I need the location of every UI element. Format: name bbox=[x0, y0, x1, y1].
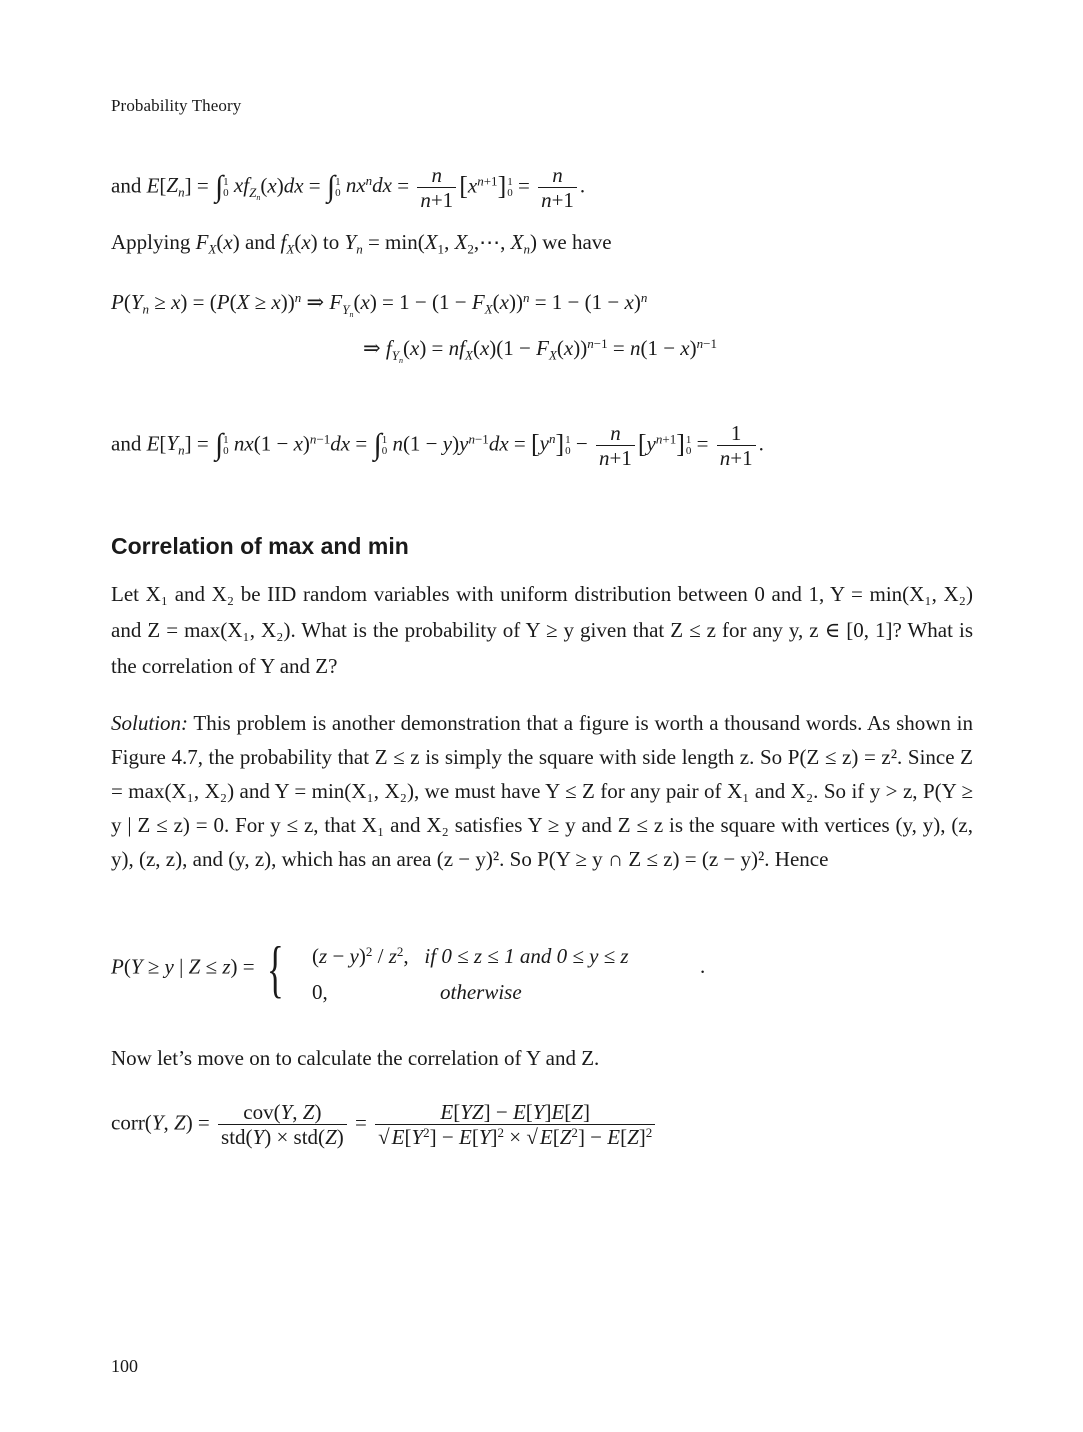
equation-min-cdf: $P(Y_n \ge x) = (P(X \ge x))^n$ ⇒ $F_{Y_n}(x) = 1 - (1 - F_X(x))^n = 1 - (1 - x)^n$ bbox=[111, 289, 648, 319]
case-period: . bbox=[700, 954, 706, 978]
solution-label: Solution: bbox=[111, 711, 188, 735]
running-header: Probability Theory bbox=[111, 96, 242, 115]
equation-correlation: corr(Y, Z) = $\frac{\text{cov(Y, Z)}}{\text{std(Y) × std(Z)}}$ = $\frac{E[YZ] - E[Y]E[Z]}{√E[Y^2] - E[Y]^2 \times √E[Z^2] - E[Z]^2}$ bbox=[111, 1100, 658, 1149]
page-number: 100 bbox=[111, 1356, 138, 1376]
applying-line: Applying $F_X(x)$ and $f_X(x)$ to $Y_n = \min(X_1$, $X_2,\cdots$, $X_n$) we have bbox=[111, 230, 612, 257]
eq2-word-and: and bbox=[111, 431, 142, 456]
case2-condition: otherwise bbox=[440, 980, 522, 1004]
solution-text: This problem is another demonstration that a figure is worth a thousand words. As shown in Figure 4.7, the probability that Z ≤ z is simply the square with side length z. So P(Z ≤ z) = z². Since Z = max(X₁, X₂) and Y = min(X₁, X₂), we must have Y ≤ Z for any pair of X₁ and X₂. So if y > z, P(Y ≥ y | Z ≤ z) = 0. For y ≤ z, that X₁ and X₂ satisfies Y ≥ y and Z ≤ z is the square with vertices (y, y), (z, y), (z, z), and (y, z), which has an area (z − y)². So P(Y ≥ y ∩ Z ≤ z) = (z − y)². Hence bbox=[111, 711, 973, 871]
applying-and: and bbox=[244, 230, 276, 254]
applying-word: Applying bbox=[111, 230, 191, 254]
equation-min-pdf: ⇒ $f_{Y_n}(x) = nf_X(x)(1 - F_X(x))^{n-1} = n(1 - x)^{n-1}$ bbox=[363, 335, 717, 365]
case2-value: 0, bbox=[312, 980, 328, 1004]
equation-expected-max: and $E[Z_n]$ = ∫ 1 0 $xf_{Z_n}(x)dx$ = ∫ 1 0 $nx^ndx$ = $\frac{n}{n+1}$ $[x^{n+1}]$ 1 0 = $\frac{n}{n+1}$ . bbox=[111, 163, 586, 213]
we-have: we have bbox=[542, 230, 612, 254]
equation-conditional-probability: P(Y ≥ y | Z ≤ z) = { bbox=[111, 933, 284, 1004]
solution-paragraph bbox=[111, 706, 973, 876]
equation-expected-min: and $E[Y_n]$ = ∫ 1 0 $nx(1 - x)^{n-1}dx$ = ∫ 1 0 $n(1 - y)y^{n-1}dx = [y^n]$ 1 0 − $\frac{n}{n+1}$ $[y^{n+1}]$ 1 0 = $\frac{1}{n+1}$ . bbox=[111, 421, 764, 471]
case-line-2 bbox=[312, 982, 328, 1003]
move-on-sentence: Now let’s move on to calculate the correlation of Y and Z. bbox=[111, 1046, 600, 1070]
applying-to: to bbox=[322, 230, 340, 254]
problem-statement: Let X₁ and X₂ be IID random variables with uniform distribution between 0 and 1, Y = min(X₁, X₂) and Z = max(X₁, X₂). What is the probability of Y ≥ y given that Z ≤ z for any y, z ∈ [0, 1]? What is the correlation of Y and Z? bbox=[111, 582, 973, 678]
case1-condition: if 0 ≤ z ≤ 1 and 0 ≤ y ≤ z bbox=[424, 944, 629, 968]
case-line-1: $(z - y)^2 / z^2$, if 0 ≤ z ≤ 1 and 0 ≤ y ≤ z bbox=[312, 943, 629, 968]
section-heading: Correlation of max and min bbox=[111, 533, 409, 559]
eq-word-and: and bbox=[111, 173, 142, 198]
